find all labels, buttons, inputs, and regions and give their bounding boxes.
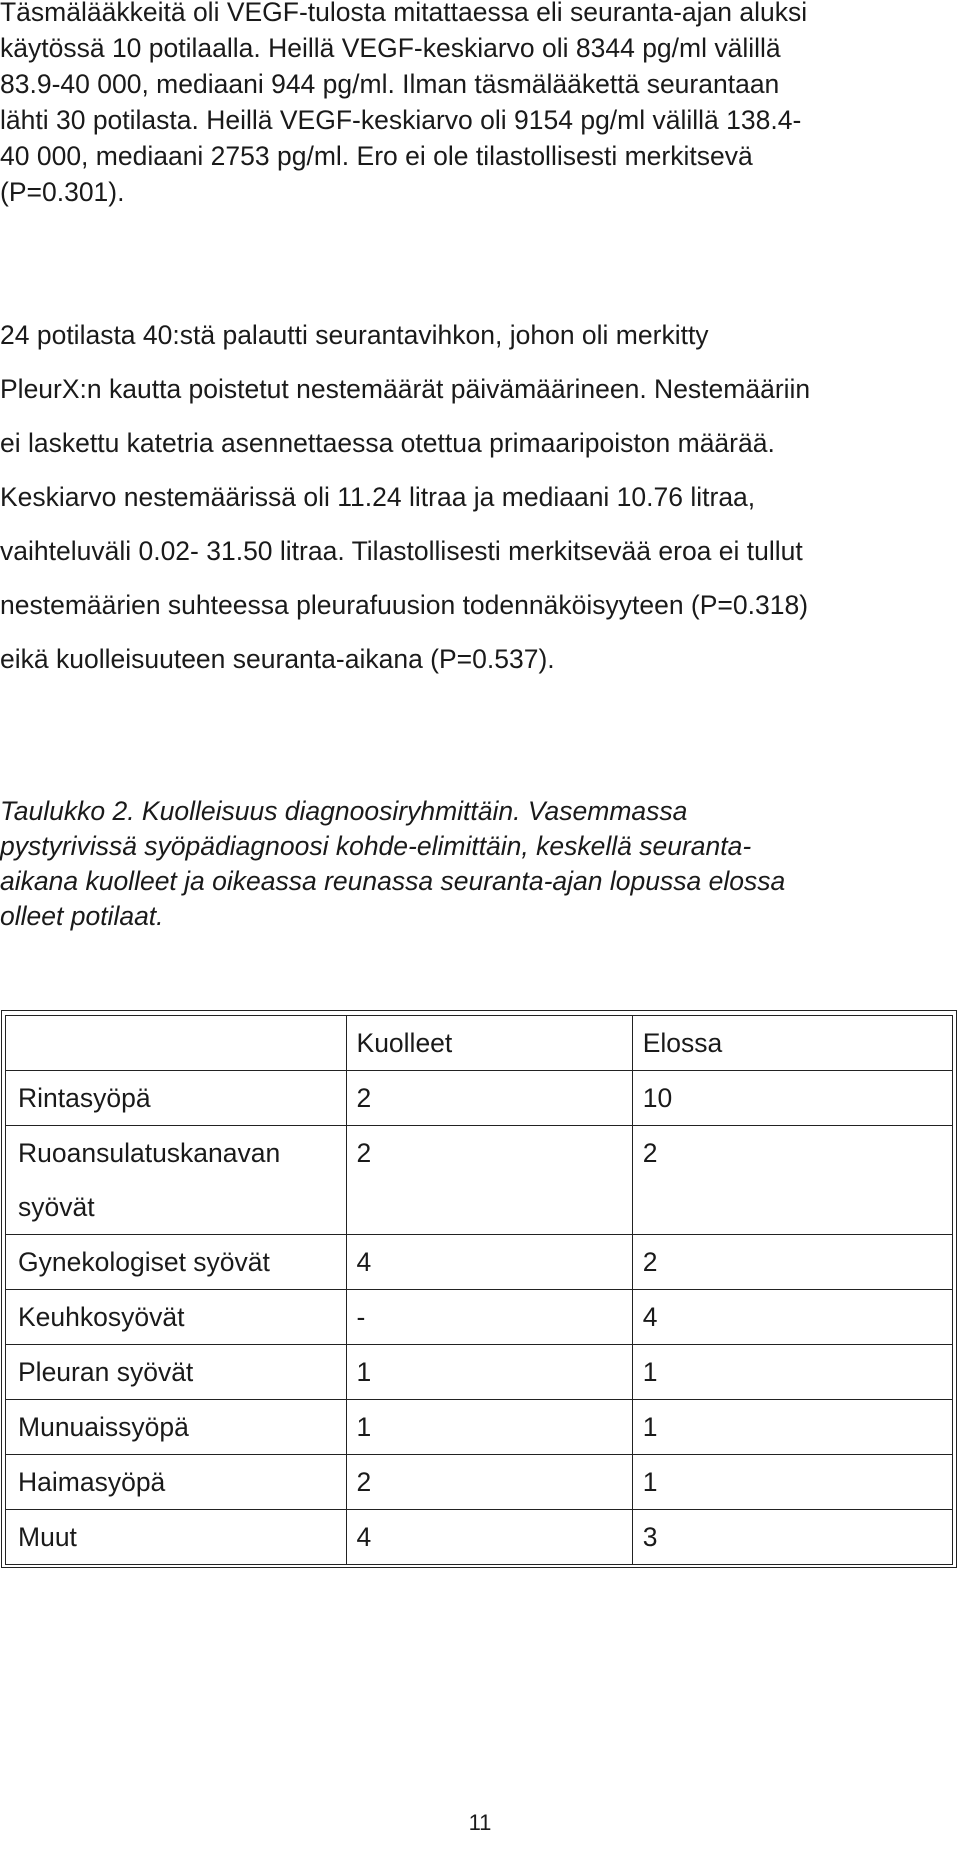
table-row <box>6 1126 953 1235</box>
deceased-cell: 4 <box>346 1510 632 1565</box>
table-row <box>6 1290 953 1345</box>
diagnosis-cell <box>6 1126 347 1235</box>
alive-cell: 2 <box>632 1235 952 1290</box>
diagnosis-cell: Gynekologiset syövät <box>6 1235 347 1290</box>
deceased-cell: 1 <box>346 1400 632 1455</box>
mortality-table <box>5 1015 953 1565</box>
header-cell-empty <box>6 1016 347 1071</box>
deceased-cell: 2 <box>346 1455 632 1510</box>
table-row <box>6 1455 953 1510</box>
paragraph-vegf <box>0 0 960 210</box>
header-cell-deceased: Kuolleet <box>346 1016 632 1071</box>
text-line: 24 potilasta 40:stä palautti seurantavihkon, johon oli merkitty <box>0 320 709 350</box>
alive-cell: 2 <box>632 1126 952 1235</box>
text-line: nestemäärien suhteessa pleurafuusion todennäköisyyteen (P=0.318) <box>0 590 809 620</box>
diagnosis-line: syövät <box>18 1192 95 1222</box>
table-row <box>6 1071 953 1126</box>
paragraph-fluid-volumes <box>0 308 960 686</box>
text-line: (P=0.301). <box>0 177 125 207</box>
caption-line: pystyrivissä syöpädiagnoosi kohde-elimittäin, keskellä seuranta- <box>0 831 752 861</box>
caption-line: olleet potilaat. <box>0 901 164 931</box>
alive-cell: 10 <box>632 1071 952 1126</box>
table-row <box>6 1345 953 1400</box>
text-line: eikä kuolleisuuteen seuranta-aikana (P=0.537). <box>0 644 555 674</box>
table-caption <box>0 794 960 934</box>
table-row <box>6 1235 953 1290</box>
alive-cell: 4 <box>632 1290 952 1345</box>
text-line: PleurX:n kautta poistetut nestemäärät päivämäärineen. Nestemääriin <box>0 374 811 404</box>
text-line: Keskiarvo nestemäärissä oli 11.24 litraa ja mediaani 10.76 litraa, <box>0 482 756 512</box>
alive-cell: 1 <box>632 1345 952 1400</box>
deceased-cell: 2 <box>346 1071 632 1126</box>
table-row <box>6 1400 953 1455</box>
caption-line: Taulukko 2. Kuolleisuus diagnoosiryhmittäin. Vasemmassa <box>0 796 688 826</box>
text-line: lähti 30 potilasta. Heillä VEGF-keskiarvo oli 9154 pg/ml välillä 138.4- <box>0 105 802 135</box>
diagnosis-cell: Muut <box>6 1510 347 1565</box>
diagnosis-cell: Pleuran syövät <box>6 1345 347 1400</box>
text-line: vaihteluväli 0.02- 31.50 litraa. Tilastollisesti merkitsevää eroa ei tullut <box>0 536 803 566</box>
deceased-cell: 2 <box>346 1126 632 1235</box>
caption-line: aikana kuolleet ja oikeassa reunassa seuranta-ajan lopussa elossa <box>0 866 786 896</box>
deceased-cell: 4 <box>346 1235 632 1290</box>
alive-cell: 3 <box>632 1510 952 1565</box>
diagnosis-cell: Rintasyöpä <box>6 1071 347 1126</box>
text-line: 83.9-40 000, mediaani 944 pg/ml. Ilman täsmälääkettä seurantaan <box>0 69 780 99</box>
diagnosis-cell: Keuhkosyövät <box>6 1290 347 1345</box>
table-header-row <box>6 1016 953 1071</box>
table-row <box>6 1510 953 1565</box>
alive-cell: 1 <box>632 1455 952 1510</box>
text-line: Täsmälääkkeitä oli VEGF-tulosta mitattaessa eli seuranta-ajan aluksi <box>0 0 808 27</box>
diagnosis-cell: Munuaissyöpä <box>6 1400 347 1455</box>
text-line: ei laskettu katetria asennettaessa otettua primaaripoiston määrää. <box>0 428 775 458</box>
text-line: käytössä 10 potilaalla. Heillä VEGF-keskiarvo oli 8344 pg/ml välillä <box>0 33 781 63</box>
diagnosis-cell: Haimasyöpä <box>6 1455 347 1510</box>
diagnosis-line: Ruoansulatuskanavan <box>18 1138 281 1168</box>
deceased-cell: - <box>346 1290 632 1345</box>
text-line: 40 000, mediaani 2753 pg/ml. Ero ei ole tilastollisesti merkitsevä <box>0 141 753 171</box>
header-cell-alive: Elossa <box>632 1016 952 1071</box>
alive-cell: 1 <box>632 1400 952 1455</box>
deceased-cell: 1 <box>346 1345 632 1400</box>
page-number: 11 <box>468 1810 492 1835</box>
